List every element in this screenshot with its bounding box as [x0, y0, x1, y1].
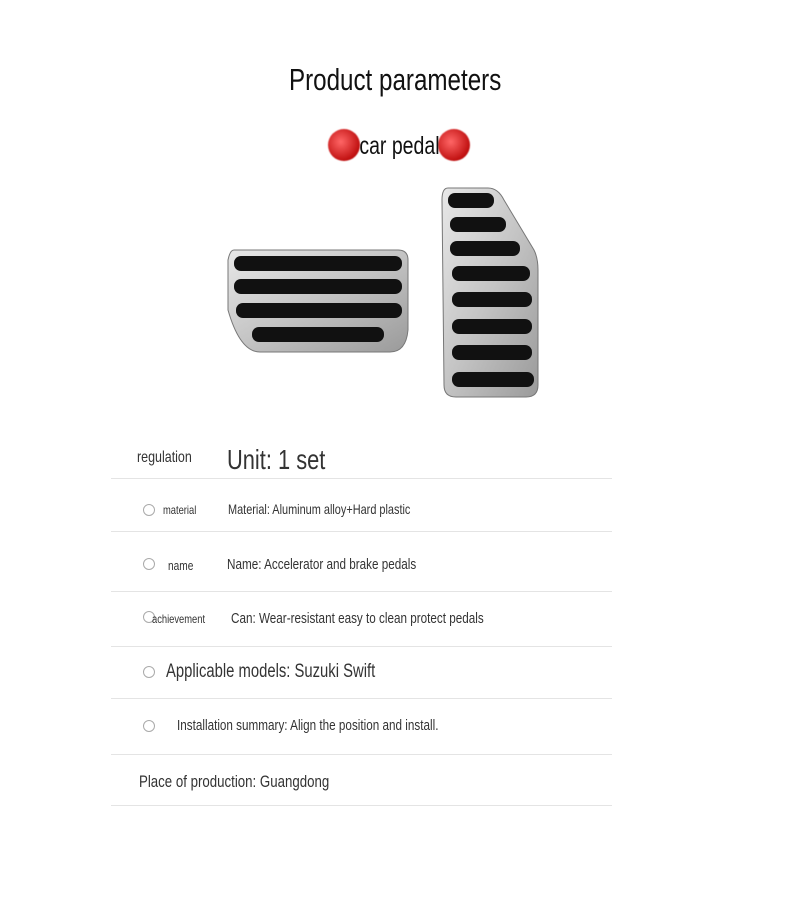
- param-label-regulation: regulation: [137, 449, 192, 466]
- radio-icon: [143, 720, 155, 732]
- divider: [111, 698, 612, 699]
- param-value-origin: Place of production: Guangdong: [139, 772, 330, 791]
- param-value-material: Material: Aluminum alloy+Hard plastic: [228, 501, 411, 517]
- divider: [111, 591, 612, 592]
- divider: [111, 531, 612, 532]
- param-label-name: name: [168, 558, 194, 573]
- accelerator-pedal: [442, 188, 538, 397]
- param-value-function: Can: Wear-resistant easy to clean protect pedals: [231, 610, 484, 627]
- radio-icon: [143, 666, 155, 678]
- param-label-material: material: [163, 503, 197, 517]
- param-value-name: Name: Accelerator and brake pedals: [227, 556, 417, 573]
- radio-icon: [143, 504, 155, 516]
- param-value-unit: Unit: 1 set: [227, 444, 326, 475]
- page-title: Product parameters: [288, 62, 502, 97]
- param-label-achievement: achievement: [152, 612, 206, 626]
- divider: [111, 646, 612, 647]
- divider: [111, 478, 612, 479]
- divider: [111, 754, 612, 755]
- param-value-installation: Installation summary: Align the position and install.: [177, 717, 439, 734]
- divider: [111, 805, 612, 806]
- product-image-pedals: [220, 180, 550, 405]
- param-value-models: Applicable models: Suzuki Swift: [166, 661, 376, 682]
- radio-icon: [143, 558, 155, 570]
- brake-pedal: [228, 250, 408, 352]
- subtitle: car pedal: [358, 132, 440, 160]
- subtitle-badge: [328, 128, 470, 162]
